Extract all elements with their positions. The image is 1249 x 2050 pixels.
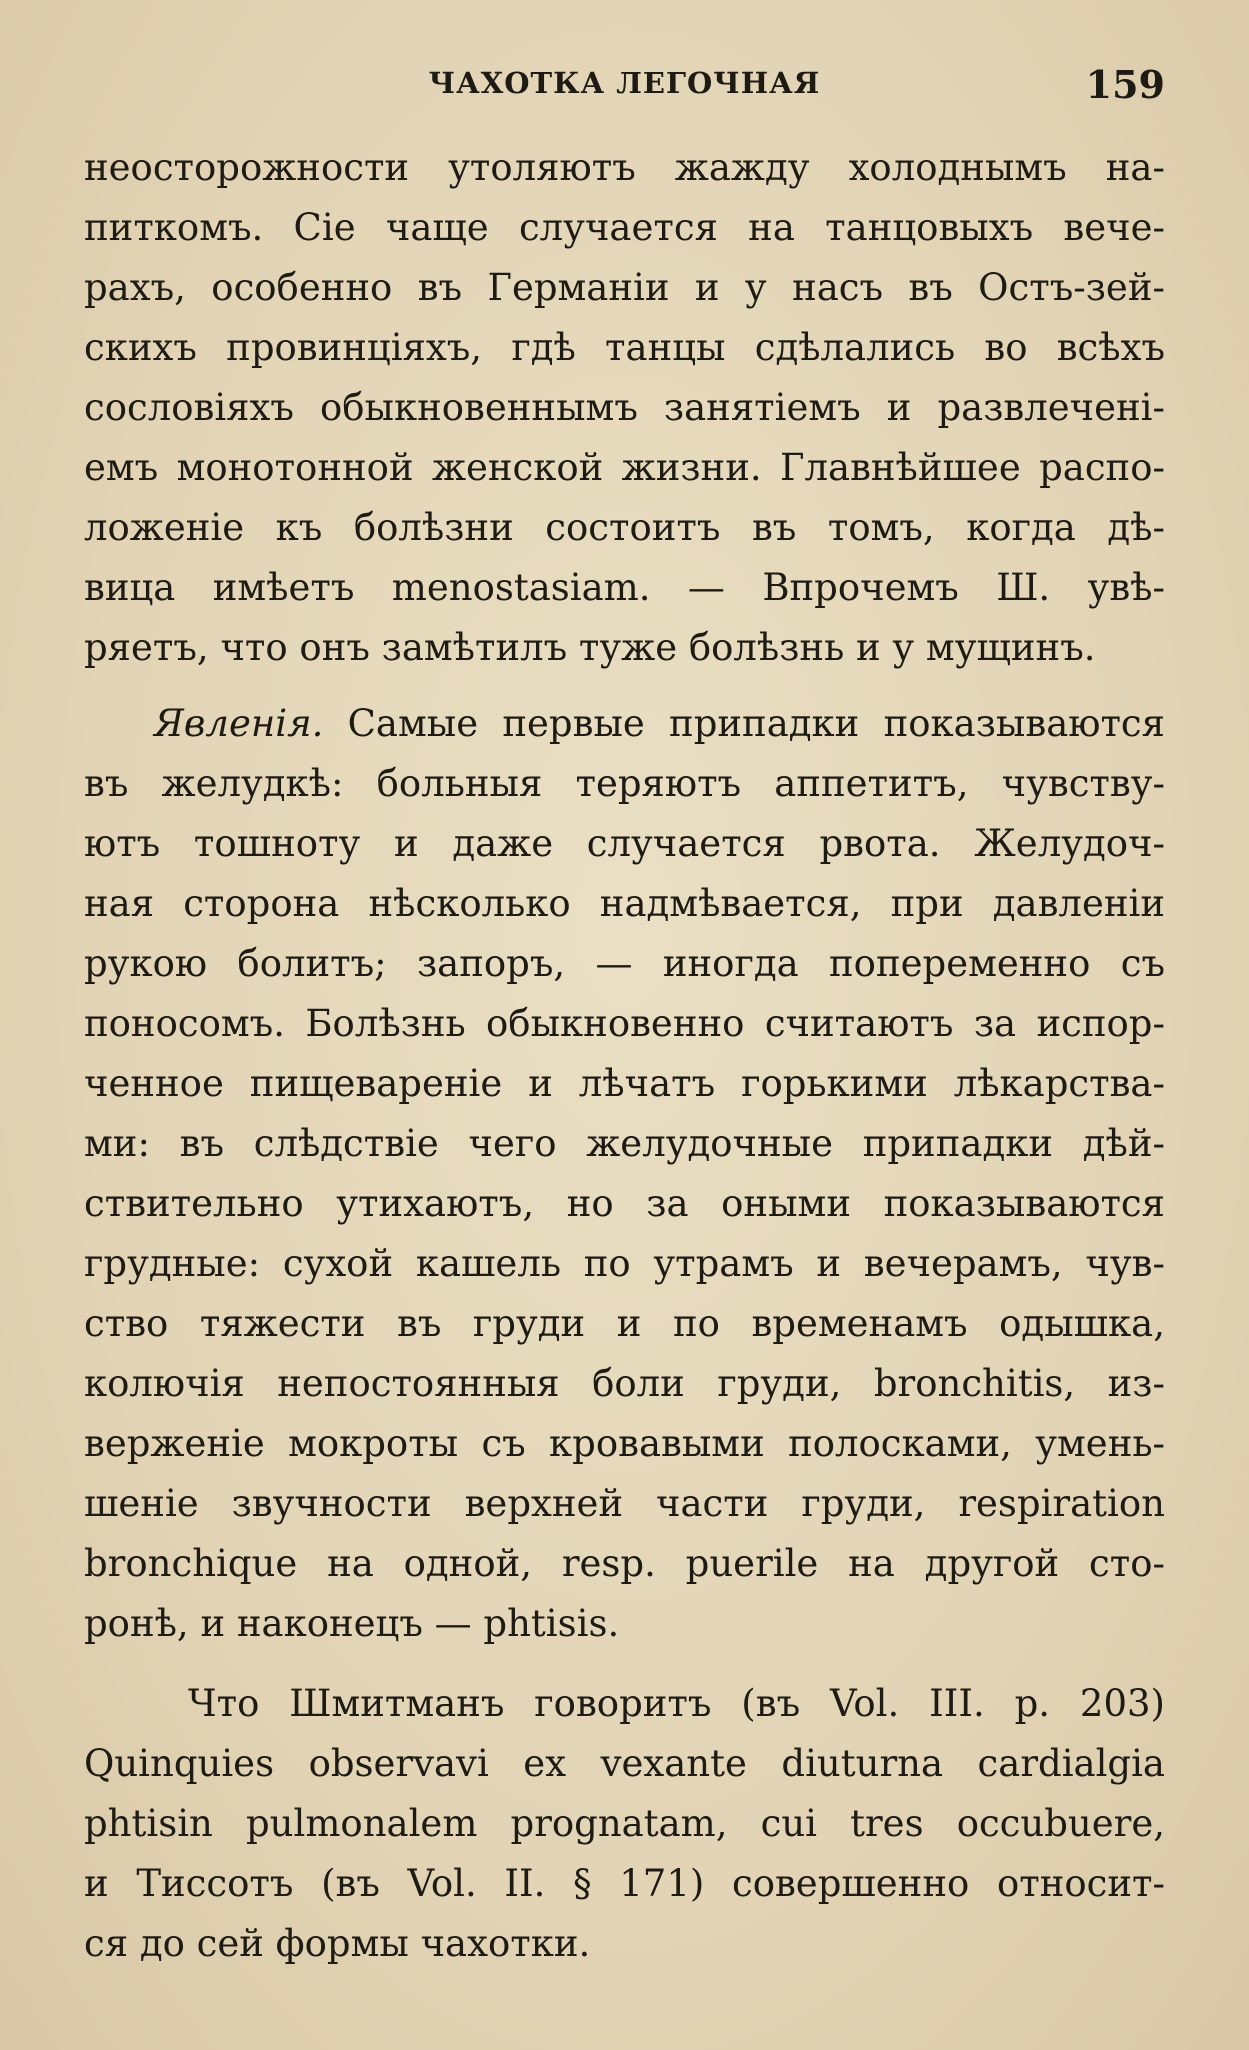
text-line: Явленія. Самые первые припадки показываются (154, 702, 1165, 745)
text-line: bronchique на одной, resp. puerile на другой сто- (84, 1542, 1165, 1585)
text-line: ми: въ слѣдствіе чего желудочные припадки дѣй- (84, 1122, 1165, 1165)
paragraph-spacer (84, 678, 1165, 694)
body-text (84, 138, 1165, 1974)
text-line: ствительно утихаютъ, но за оными показываются (84, 1182, 1165, 1225)
text-line: скихъ провинціяхъ, гдѣ танцы сдѣлались во всѣхъ (84, 326, 1165, 369)
page-number: 159 (1085, 62, 1165, 107)
text-line: Что Шмитманъ говоритъ (въ Vol. III. p. 203) (188, 1682, 1165, 1725)
text-line: питкомъ. Сіе чаще случается на танцовыхъ вече- (84, 206, 1165, 249)
paragraph-spacer (84, 1654, 1165, 1674)
text-line: шеніе звучности верхней части груди, respiration (84, 1482, 1165, 1525)
text-line: и Тиссотъ (въ Vol. II. § 171) совершенно относит- (84, 1862, 1165, 1905)
text-line: ся до сей формы чахотки. (84, 1922, 591, 1965)
text-line: въ желудкѣ: больныя теряютъ аппетитъ, чувству- (84, 762, 1165, 805)
page-header (84, 62, 1165, 112)
text-line: phtisin pulmonalem prognatam, cui tres occubuere, (84, 1802, 1165, 1845)
text-line: ряетъ, что онъ замѣтилъ тужe болѣзнь и у мущинъ. (84, 626, 1096, 669)
text-line: ченное пищевареніе и лѣчатъ горькими лѣкарства- (84, 1062, 1165, 1105)
paragraph (84, 1674, 1165, 1974)
text-line: рукою болитъ; запоръ, — иногда попеременно съ (84, 942, 1165, 985)
text-line: ложеніе къ болѣзни состоитъ въ томъ, когда дѣ- (84, 506, 1165, 549)
text-line: ронѣ, и наконецъ — phtisis. (84, 1602, 620, 1645)
text-line: емъ монотонной женской жизни. Главнѣйшее распо- (84, 446, 1165, 489)
paragraph (84, 694, 1165, 1654)
text-line: верженіе мокроты съ кровавыми полосками, умень- (84, 1422, 1165, 1465)
running-title: ЧАХОТКА ЛЕГОЧНАЯ (428, 66, 821, 100)
text-line: Quinquies observavi ex vexante diuturna cardialgia (84, 1742, 1165, 1785)
text-line: ютъ тошноту и даже случается рвота. Желудоч- (84, 822, 1165, 865)
text-line: неосторожности утоляютъ жажду холоднымъ на- (84, 146, 1165, 189)
text-line: грудные: сухой кашель по утрамъ и вечерамъ, чув- (84, 1242, 1165, 1285)
text-line: ство тяжести въ груди и по временамъ одышка, (84, 1302, 1165, 1345)
text-line: ная сторона нѣсколько надмѣвается, при давленіи (84, 882, 1165, 925)
text-line: рахъ, особенно въ Германіи и у насъ въ Остъ-зей- (84, 266, 1165, 309)
text-line: поносомъ. Болѣзнь обыкновенно считаютъ за испор- (84, 1002, 1165, 1045)
text-line: колючія непостоянныя боли груди, bronchitis, из- (84, 1362, 1165, 1405)
text-line: сословіяхъ обыкновеннымъ занятіемъ и развлеченi- (84, 386, 1165, 429)
text-line: вица имѣетъ menostasiam. — Впрочемъ Ш. увѣ- (84, 566, 1165, 609)
paragraph (84, 138, 1165, 678)
